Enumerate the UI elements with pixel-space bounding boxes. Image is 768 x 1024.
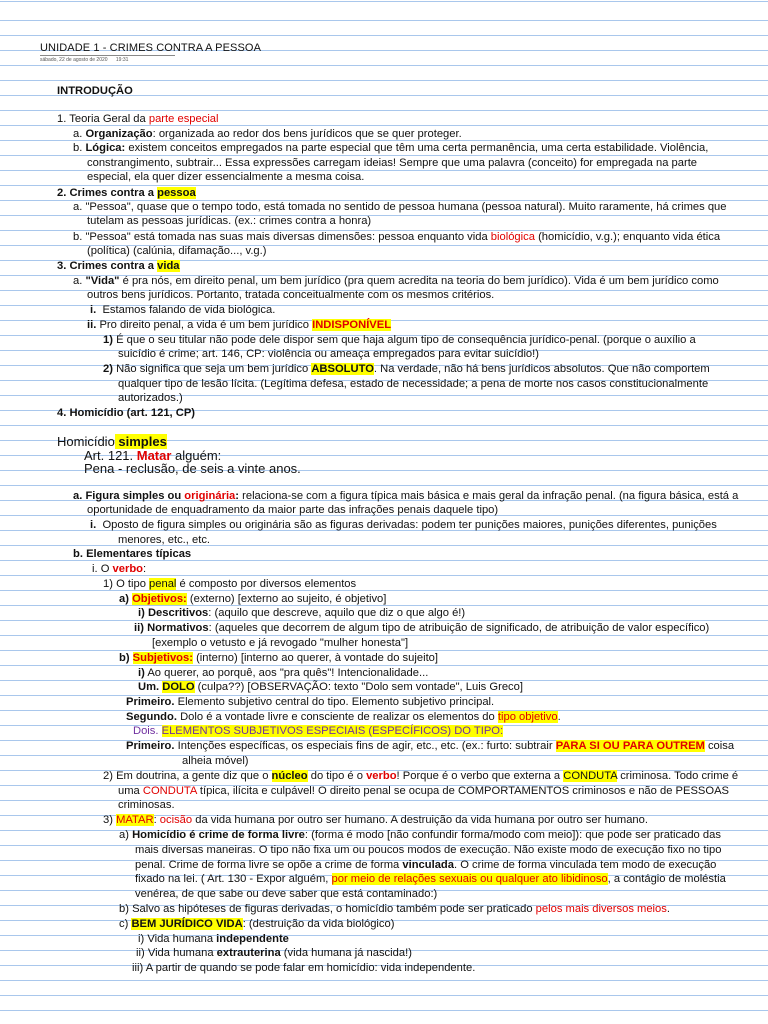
item-number: 2) [103, 770, 113, 782]
text: Teoria Geral da [69, 113, 149, 125]
item-forma-livre-cont [135, 872, 726, 887]
item-number: ii) [136, 947, 145, 959]
page-date [40, 57, 128, 63]
item-2a-cont: tutelam as pessoas jurídicas. (ex.: crimes contra a honra) [87, 215, 372, 227]
item-um-dolo [138, 680, 523, 695]
highlighted-text: tipo objetivo [497, 711, 558, 723]
item-number: ii. [87, 319, 97, 331]
text: (vida humana já nascida!) [280, 947, 412, 959]
item-number: i. [90, 304, 97, 316]
item-number: a. [73, 275, 83, 287]
item-number: i) [138, 667, 145, 679]
item-forma-livre [119, 828, 721, 843]
highlighted-text: ABSOLUTO [311, 363, 374, 375]
item-a-partir-de-quando [132, 961, 475, 976]
item-subjetivos-i [138, 666, 428, 681]
text: alguém: [171, 448, 222, 463]
red-text: parte especial [148, 113, 219, 125]
item-number: Dois. [133, 725, 159, 737]
heading-introducao: INTRODUÇÃO [57, 85, 133, 97]
text: Elemento subjetivo central do tipo. Elemento subjetivo principal. [177, 696, 495, 708]
text: fixado na lei. ( Art. 130 - Expor alguém, [135, 873, 332, 885]
item-primeiro [126, 695, 494, 710]
highlighted-text: vida [157, 260, 180, 272]
date-text: sábado, 22 de agosto de 2020 [40, 57, 108, 63]
item-descritivos [138, 606, 465, 621]
text: Estamos falando de vida biológica. [102, 304, 276, 316]
item-number: a. [73, 490, 83, 502]
item-4 [57, 406, 195, 421]
item-2a [73, 200, 727, 215]
item-fig-b-i-2-cont: criminosas. [118, 799, 175, 811]
red-text: originária [184, 490, 236, 502]
item-3 [57, 259, 180, 274]
item-number: i. [90, 519, 97, 531]
section-homicidio-simples [57, 434, 167, 449]
text: . [666, 903, 670, 915]
highlighted-text: Subjetivos: [132, 652, 193, 664]
text: : (aquilo que descreve, aquilo que diz o que algo é!) [208, 607, 466, 619]
text: criminosa. Todo crime é [617, 770, 739, 782]
item-3a-ii-2 [103, 362, 710, 377]
text: Elementares típicas [86, 548, 192, 560]
text: Crimes contra a [69, 187, 158, 199]
item-3a-ii-1-cont: suicídio é crime; art. 146, CP: violência ou ameaça empregados para evitar suicídio!) [118, 348, 539, 360]
item-vida-extrauterina [136, 946, 412, 961]
time-text: 19:31 [115, 57, 129, 63]
text: O [100, 563, 113, 575]
highlighted-text: pessoa [157, 187, 196, 199]
bold-text: : [235, 490, 240, 502]
text: (homicídio, v.g.); enquanto vida ética [534, 231, 721, 243]
item-number: i) [138, 607, 145, 619]
red-text: verbo [366, 770, 397, 782]
text: Vida humana [147, 933, 217, 945]
text: O tipo [116, 578, 150, 590]
highlighted-text: PARA SI OU PARA OUTREM [555, 740, 705, 752]
text: Crimes contra a [69, 260, 158, 272]
text: : (aqueles que decorrem de algum tipo de atribuição de significado, de atribuição de valor específico) [208, 622, 710, 634]
item-number: b. [73, 548, 83, 560]
text: relaciona-se com a figura típica mais básica e mais geral da infração penal. (na figura básica, está a [239, 490, 739, 502]
highlighted-text: INDISPONÍVEL [312, 319, 392, 331]
item-2b [73, 230, 720, 245]
item-normativos-cont: [exemplo o vetusto e já revogado "mulher honesta"] [152, 637, 409, 649]
text: : [142, 563, 147, 575]
item-diversos-meios [119, 902, 670, 917]
text: É que o seu titular não pode dele dispor sem que haja algum tipo de consequência jurídico-penal. (porque o auxílio a [116, 334, 696, 346]
item-fig-a-i-cont: menores, etc., etc. [118, 534, 211, 546]
text: Dolo é a vontade livre e consciente de realizar os elementos do [180, 711, 498, 723]
item-normativos [134, 621, 709, 636]
highlighted-text: Objetivos: [132, 593, 187, 605]
item-fig-b-i-3 [103, 813, 648, 828]
item-1b [73, 141, 708, 156]
item-number: a. [73, 128, 83, 140]
item-forma-livre-cont: mais diversas maneiras. O tipo não fixa um ou poucos modos de execução. Não existe modo de execução fixo no tipo [135, 844, 722, 856]
item-1 [57, 112, 219, 127]
text: Homicídio [57, 434, 115, 449]
text: . [557, 711, 561, 723]
item-2b-cont: (política) (calúnia, difamação..., v.g.) [87, 245, 267, 257]
red-text: ocisão [159, 814, 193, 826]
item-fig-b-i-1 [103, 577, 356, 592]
highlighted-text: BEM JURÍDICO VIDA [131, 918, 243, 930]
item-3a-i [90, 303, 275, 318]
item-fig-a-cont: oportunidade de enquadramento da maior parte das infrações penais daquele tipo) [87, 504, 499, 516]
item-number: Um. [138, 681, 160, 693]
item-bem-juridico [119, 917, 394, 932]
item-1b-cont: especial, ela quer dizer essencialmente a mesma coisa. [87, 171, 365, 183]
item-dois [133, 724, 503, 739]
art-121-pena: Pena - reclusão, de seis a vinte anos. [84, 461, 301, 476]
red-text: pelos mais diversos meios [535, 903, 667, 915]
title-underline [40, 55, 175, 56]
item-fig-b-i [92, 562, 146, 577]
bold-text: vinculada [402, 859, 454, 871]
item-3a-ii-2-cont: autorizados.) [118, 392, 183, 404]
item-number: i. [92, 563, 98, 575]
text: (culpa??) [OBSERVAÇÃO: texto "Dolo sem vontade", Luis Greco] [194, 681, 523, 693]
highlighted-text: DOLO [162, 681, 195, 693]
item-number: b. [73, 231, 83, 243]
item-number: a) [119, 829, 129, 841]
highlighted-text: ELEMENTOS SUBJETIVOS ESPECIAIS (ESPECÍFICOS) DO TIPO: [161, 725, 504, 737]
item-2 [57, 186, 196, 201]
item-number: a. [73, 201, 83, 213]
item-number: iii) [132, 962, 144, 974]
text: existem conceitos empregados na parte especial que têm uma certa permanência, uma certa estabilidade. Violência, [125, 142, 709, 154]
item-vida-independente [138, 932, 289, 947]
item-number: Primeiro. [126, 740, 175, 752]
text: "Pessoa", quase que o tempo todo, está tomada no sentido de pessoa humana (pessoa natural). Muito raramente, há crimes que [85, 201, 727, 213]
bold-text: Figura simples ou [85, 490, 185, 502]
item-number: 4. [57, 407, 67, 419]
item-fig-b-i-2 [103, 769, 738, 784]
text: Em doutrina, a gente diz que o [116, 770, 272, 782]
item-number: b) [119, 652, 130, 664]
item-3a-ii-1 [103, 333, 696, 348]
item-number: c) [119, 918, 129, 930]
item-fig-b [73, 547, 191, 562]
text: : (forma é modo [não confundir forma/modo com meio]): que pode ser praticado das [304, 829, 721, 841]
highlighted-text: MATAR [116, 814, 154, 826]
text: Vida humana [147, 947, 217, 959]
item-number: 1. [57, 113, 67, 125]
item-number: ii) [134, 622, 144, 634]
bold-text: Lógica: [85, 142, 126, 154]
item-segundo [126, 710, 561, 725]
text: . O crime de forma vinculada tem modo de execução [453, 859, 717, 871]
item-3a-ii-2-cont: qualquer tipo de lesão lícita. (Legítima defesa, estado de necessidade; a pena de morte nos casos constitucionalmente [118, 378, 709, 390]
item-number: 2) [103, 363, 113, 375]
item-forma-livre-cont [135, 858, 716, 873]
item-1a [73, 127, 462, 142]
text: Não significa que seja um bem jurídico [116, 363, 312, 375]
bold-text: extrauterina [216, 947, 281, 959]
red-text: verbo [112, 563, 143, 575]
item-forma-livre-cont: venérea, de que sabe ou deve saber que está contaminado:) [135, 888, 438, 900]
highlighted-text: penal [149, 578, 177, 590]
item-number: 3) [103, 814, 113, 826]
item-3a [73, 274, 719, 289]
text: Art. 121. [84, 448, 137, 463]
text: "Pessoa" está tomada nas suas mais diversas dimensões: pessoa enquanto vida [85, 231, 491, 243]
bold-text: Normativos [147, 622, 209, 634]
red-text: biológica [490, 231, 535, 243]
item-primeiro-2 [126, 739, 734, 754]
text: : organizada ao redor dos bens jurídicos que se quer proteger. [152, 128, 462, 140]
text: , a contágio de moléstia [607, 873, 726, 885]
text: Ao querer, ao porquê, aos "pra quês"! Intencionalidade... [147, 667, 429, 679]
text: Salvo as hipóteses de figuras derivadas, o homicídio também pode ser praticado [132, 903, 536, 915]
item-number: b. [73, 142, 83, 154]
text: coisa [704, 740, 735, 752]
highlighted-text: CONDUTA [563, 770, 618, 782]
item-subjetivos [119, 651, 438, 666]
text: Pro direito penal, a vida é um bem jurídico [99, 319, 313, 331]
item-3a-cont: outros bens jurídicos. Portanto, tratada conceitualmente com os mesmos critérios. [87, 289, 495, 301]
text: A partir de quando se pode falar em homicídio: vida independente. [145, 962, 476, 974]
highlighted-text: por meio de relações sexuais ou qualquer ato libidinoso [331, 873, 608, 885]
text: da vida humana por outro ser humano. A destruição da vida humana por outro ser humano. [192, 814, 648, 826]
text: é pra nós, em direito penal, um bem jurídico (pra quem acredita na teoria do bem jurídico). Vida é um bem jurídico como [119, 275, 719, 287]
text: (interno) [interno ao querer, à vontade do sujeito] [192, 652, 439, 664]
red-text: CONDUTA [142, 785, 197, 797]
item-objetivos [119, 592, 386, 607]
text: Oposto de figura simples ou originária são as figuras derivadas: podem ter punições maiores, punições diferentes, punições [102, 519, 717, 531]
bold-text: Descritivos [147, 607, 209, 619]
text: ! Porque é o verbo que externa a [396, 770, 564, 782]
highlighted-text: simples [114, 434, 167, 449]
item-1b-cont: constrangimento, subtrair... Essa expressões carregam ideias! Sempre que uma palavra (conceito) for empregada na parte [87, 157, 698, 169]
item-number: 1) [103, 334, 113, 346]
item-primeiro-2-cont: alheia móvel) [182, 755, 249, 767]
text: (externo) [externo ao sujeito, é objetivo] [186, 593, 387, 605]
item-fig-a [73, 489, 738, 504]
item-number: i) [138, 933, 145, 945]
item-number: 1) [103, 578, 113, 590]
bold-text: Homicídio é crime de forma livre [132, 829, 305, 841]
item-number: a) [119, 593, 129, 605]
text: . Na verdade, não há bens jurídicos absolutos. Que não comportem [373, 363, 710, 375]
bold-text: independente [216, 933, 289, 945]
text: típica, ilícita e culpável! O direito penal se ocupa de COMPORTAMENTOS criminosos e não de PESSOAS [196, 785, 730, 797]
item-number: 3. [57, 260, 67, 272]
text: : [153, 814, 160, 826]
text: penal. Crime de forma livre se opõe a crime de forma [135, 859, 403, 871]
item-number: Primeiro. [126, 696, 175, 708]
item-number: Segundo. [126, 711, 177, 723]
text: Intenções específicas, os especiais fins de agir, etc., etc. (ex.: furto: subtrair [177, 740, 556, 752]
item-3a-ii [87, 318, 391, 333]
text: é composto por diversos elementos [176, 578, 357, 590]
highlighted-text: núcleo [271, 770, 308, 782]
item-number: b) [119, 903, 129, 915]
item-fig-b-i-2-cont [118, 784, 729, 799]
text: : (destruição da vida biológico) [242, 918, 395, 930]
bold-text: Organização [85, 128, 153, 140]
item-fig-a-i [90, 518, 717, 533]
text: uma [118, 785, 143, 797]
text: do tipo é o [307, 770, 367, 782]
item-number: 2. [57, 187, 67, 199]
bold-text: "Vida" [85, 275, 120, 287]
page-title: UNIDADE 1 - CRIMES CONTRA A PESSOA [40, 42, 262, 54]
red-text: Matar [136, 448, 172, 463]
text: Homicídio (art. 121, CP) [69, 407, 196, 419]
